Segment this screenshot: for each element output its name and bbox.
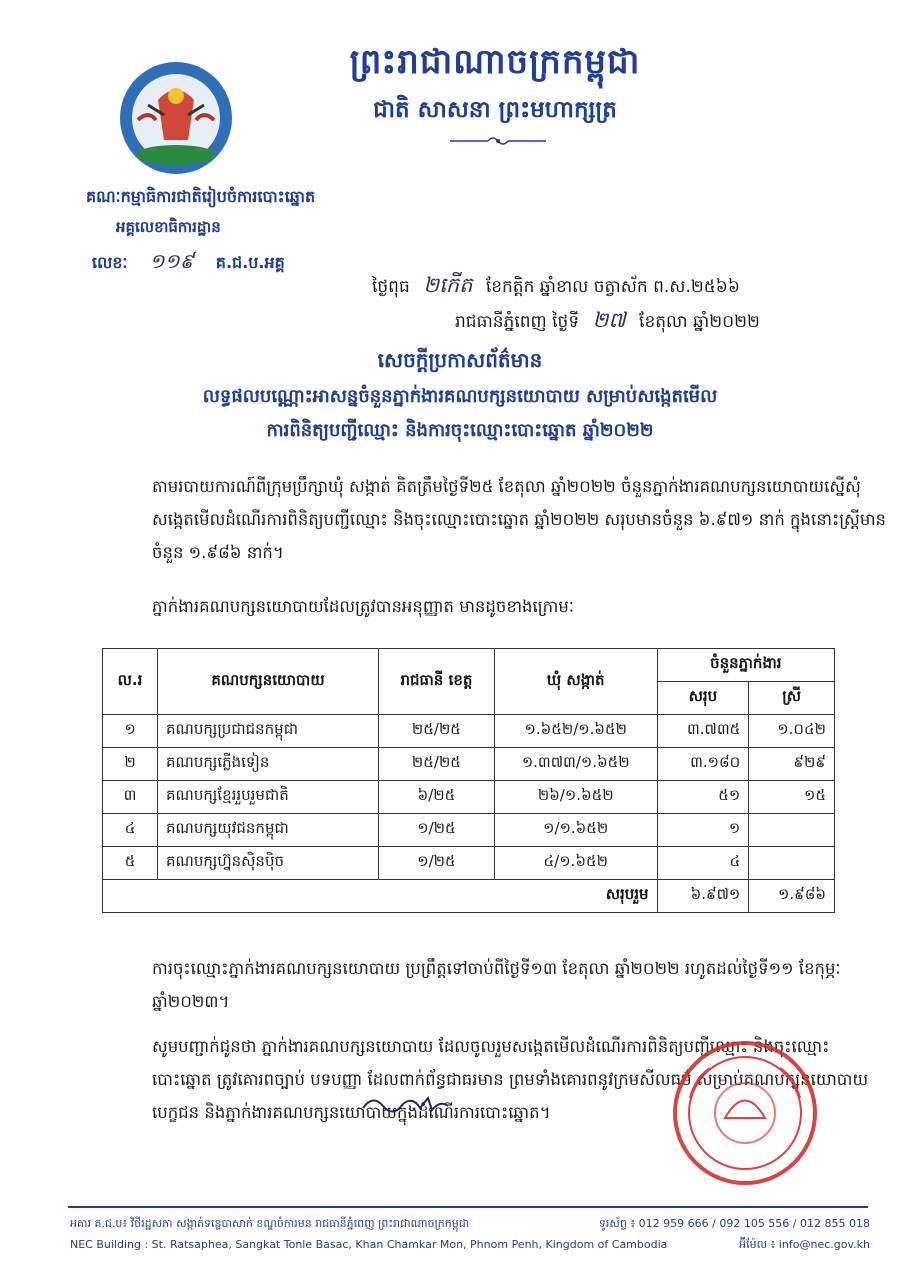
organization-name: គណៈកម្មាធិការជាតិរៀបចំការបោះឆ្នោត: [86, 187, 316, 206]
paragraph-3: ការចុះឈ្មោះភ្នាក់ងារគណបក្សនយោបាយ ប្រព្រឹត្តទៅចាប់ពីថ្ងៃទី១៣ ខែតុលា ឆ្នាំ២០២២ រហូតដល់ថ្ងៃទី១១ ខែកុម្ភៈ ឆ្នាំ២០២៣។: [152, 959, 841, 1011]
title-line-2: លទ្ធផលបណ្ណោះអាសន្នចំនួនភ្នាក់ងារគណបក្សនយោបាយ សម្រាប់សង្កេតមើល: [202, 386, 718, 407]
header-total: សរុប: [657, 682, 749, 715]
reference-number: ១១៩: [149, 249, 194, 273]
reference-number-line: [92, 248, 285, 278]
lunar-date-prefix: ថ្ងៃពុធ: [372, 277, 410, 297]
title-line-1: សេចក្តីប្រកាសព័ត៌មាន: [377, 348, 543, 372]
footer-divider: [68, 1206, 868, 1208]
lunar-date-handwritten: ២កើត: [423, 273, 473, 297]
cell-commune: ១.៣៧៣/១.៦៥២: [494, 748, 657, 781]
civil-date: [455, 307, 760, 338]
paragraph-1: តាមរបាយការណ៍ពីក្រុមប្រឹក្សាឃុំ សង្កាត់ គិតត្រឹមថ្ងៃទី២៥ ខែតុលា ឆ្នាំ២០២២ ចំនួនភ្នាក់ងារគណបក្សនយោបាយស្នើសុំសង្កេតមើលដំណើរការពិនិត្យបញ្ជីឈ្មោះ និងចុះឈ្មោះបោះឆ្នោត ឆ្នាំ២០២២ សរុបមានចំនួន ៦.៩៧១ នាក់ ក្នុងនោះស្ត្រីមានចំនួន ១.៩៨៦ នាក់។: [152, 477, 887, 562]
header-province: រាជធានី ខេត្ត: [379, 649, 495, 715]
official-stamp-icon: [650, 1038, 840, 1188]
organization-block: [86, 186, 315, 240]
cell-num: ១: [103, 715, 158, 748]
header-num: ល.រ: [103, 649, 158, 715]
cell-female: [749, 847, 835, 880]
civil-date-handwritten: ២៧: [592, 308, 626, 332]
lunar-date: [372, 272, 740, 303]
header-commune: ឃុំ សង្កាត់: [494, 649, 657, 715]
cell-total: ១: [657, 814, 749, 847]
cell-total: ៣.៧៣៥: [657, 715, 749, 748]
cell-province: ១/២៥: [379, 814, 495, 847]
cell-commune: ២៦/១.៦៥២: [494, 781, 657, 814]
ornament-divider-icon: [448, 134, 548, 148]
cell-province: ២៥/២៥: [379, 715, 495, 748]
footer-address-kh: អគារ គ.ជ.ប៖ វិថីរដ្ឋសភា សង្កាត់ទន្លេបាសាក់ ខណ្ឌចំការមន រាជធានីភ្នំពេញ ព្រះរាជាណាចក្រកម្ពុជា: [70, 1217, 470, 1230]
nec-seal-icon: [118, 60, 234, 176]
cell-party: គណបក្សខ្មែររួបរួមជាតិ: [158, 781, 379, 814]
title-line-3: ការពិនិត្យបញ្ជីឈ្មោះ និងការចុះឈ្មោះបោះឆ្នោត ឆ្នាំ២០២២: [266, 420, 654, 441]
reference-label: លេខៈ: [92, 253, 128, 272]
cell-total: ៣.១៨០: [657, 748, 749, 781]
cell-party: គណបក្សភ្លើងទៀន: [158, 748, 379, 781]
table-row: [103, 814, 835, 847]
cell-commune: ៤/១.៦៥២: [494, 847, 657, 880]
cell-party: គណបក្សប្រជាជនកម្ពុជា: [158, 715, 379, 748]
cell-num: ៤: [103, 814, 158, 847]
paragraph-2: ភ្នាក់ងារគណបក្សនយោបាយដែលត្រូវបានអនុញ្ញាត មានដូចខាងក្រោមៈ: [152, 597, 574, 616]
national-motto: ជាតិ សាសនា ព្រះមហាក្សត្រ: [373, 96, 617, 123]
cell-total: ៥១: [657, 781, 749, 814]
header-party: គណបក្សនយោបាយ: [158, 649, 379, 715]
cell-female: ១៥: [749, 781, 835, 814]
cell-province: ១/២៥: [379, 847, 495, 880]
table-row: [103, 715, 835, 748]
footer-phone: ទូរស័ព្ទ ៖ 012 959 666 / 092 105 556 / 012 855 018: [598, 1217, 870, 1230]
civil-date-prefix: រាជធានីភ្នំពេញ ថ្ងៃទី: [455, 312, 580, 332]
header-agents: ចំនួនភ្នាក់ងារ: [657, 649, 834, 682]
paragraph-4: សូមបញ្ជាក់ជូនថា ភ្នាក់ងារគណបក្សនយោបាយ ដែលចូលរួមសង្កេតមើលដំណើរការពិនិត្យបញ្ជីឈ្មោះ និងចុះឈ្មោះបោះឆ្នោត ត្រូវគោរពច្បាប់ បទបញ្ញា ដែលពាក់ព័ន្ធជាធរមាន ព្រមទាំងគោរពនូវក្រមសីលធម៌ សម្រាប់គណបក្សនយោបាយ បេក្ខជន និងភ្នាក់ងារគណបក្សនយោបាយក្នុងដំណើរការបោះឆ្នោត។: [152, 1037, 869, 1122]
table-sum-row: [103, 880, 835, 913]
header-female: ស្រី: [749, 682, 835, 715]
kingdom-heading: [330, 40, 660, 129]
table-row: [103, 781, 835, 814]
sum-female: ១.៩៨៦: [749, 880, 835, 913]
footer-email: អ៊ីម៉ែល ៖ info@nec.gov.kh: [739, 1238, 870, 1251]
cell-province: ២៥/២៥: [379, 748, 495, 781]
document-title: [100, 347, 820, 445]
cell-female: ១.០៤២: [749, 715, 835, 748]
sum-total: ៦.៩៧១: [657, 880, 749, 913]
cell-province: ៦/២៥: [379, 781, 495, 814]
sum-label: សរុបរួម: [103, 880, 658, 913]
signature-icon: [358, 1090, 478, 1116]
kingdom-name: ព្រះរាជាណាចក្រកម្ពុជា: [349, 42, 641, 82]
footer: [70, 1212, 870, 1254]
cell-female: [749, 814, 835, 847]
table-row: [103, 748, 835, 781]
cell-num: ៣: [103, 781, 158, 814]
cell-total: ៤: [657, 847, 749, 880]
table-row: [103, 847, 835, 880]
party-agents-table: [102, 648, 835, 913]
cell-party: គណបក្សហ្វ៊ុនស៊ិនប៉ិច: [158, 847, 379, 880]
footer-address-en: NEC Building : St. Ratsaphea, Sangkat Tonle Basac, Khan Chamkar Mon, Phnom Penh, Kingdom of Cambodia: [70, 1238, 668, 1251]
cell-num: ៥: [103, 847, 158, 880]
reference-suffix: គ.ជ.ប.អគ្គ: [215, 253, 285, 272]
cell-commune: ១/១.៦៥២: [494, 814, 657, 847]
cell-commune: ១.៦៥២/១.៦៥២: [494, 715, 657, 748]
organization-department: អគ្គលេខាធិការដ្ឋាន: [116, 218, 221, 236]
cell-female: ៩២៩: [749, 748, 835, 781]
civil-date-suffix: ខែតុលា ឆ្នាំ២០២២: [639, 312, 760, 332]
cell-num: ២: [103, 748, 158, 781]
cell-party: គណបក្សយុវជនកម្ពុជា: [158, 814, 379, 847]
lunar-date-suffix: ខែកត្តិក ឆ្នាំខាល ចត្វាស័ក ព.ស.២៥៦៦: [485, 277, 740, 297]
